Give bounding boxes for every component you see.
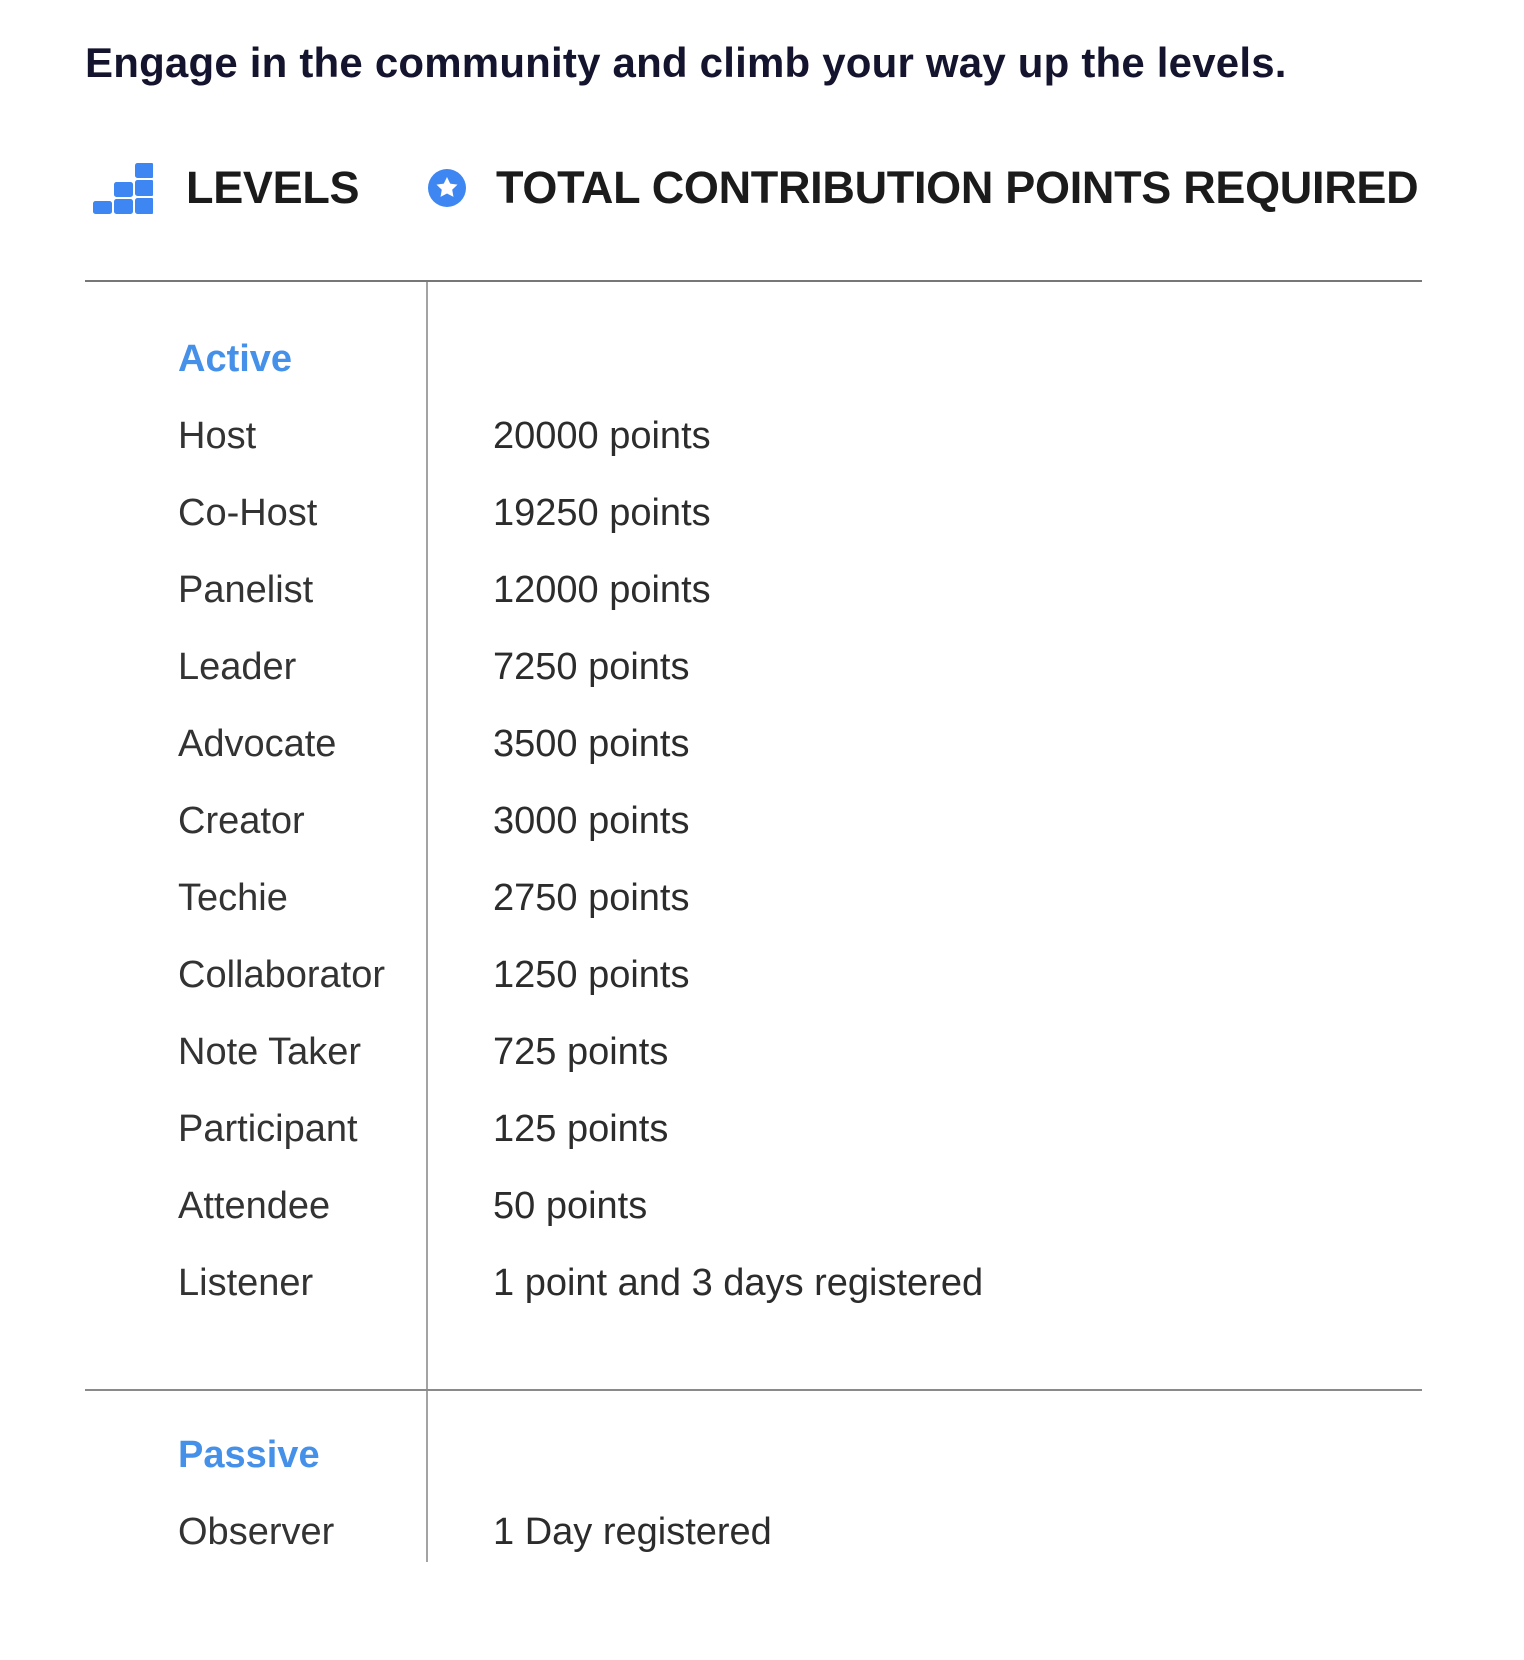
level-name: Advocate	[178, 722, 337, 765]
bar-chart-icon	[93, 161, 153, 215]
table-row	[85, 1168, 1422, 1245]
star-badge-icon	[428, 169, 466, 207]
page-title: Engage in the community and climb your way up the levels.	[85, 39, 1287, 86]
points-column-label: TOTAL CONTRIBUTION POINTS REQUIRED	[496, 161, 1419, 213]
points-required: 7250 points	[493, 645, 690, 688]
column-divider	[426, 282, 428, 1389]
level-name: Note Taker	[178, 1030, 362, 1073]
level-name: Creator	[178, 799, 305, 842]
level-name: Co-Host	[178, 491, 318, 534]
level-name: Host	[178, 414, 257, 457]
levels-column-header	[85, 161, 426, 215]
level-name: Panelist	[178, 568, 314, 611]
table-row	[85, 1494, 1422, 1571]
points-required: 2750 points	[493, 876, 690, 919]
table-section-active	[85, 280, 1422, 1389]
points-required: 12000 points	[493, 568, 711, 611]
table-row	[85, 1091, 1422, 1168]
level-name: Techie	[178, 876, 288, 919]
table-section-passive	[85, 1389, 1422, 1619]
column-divider	[426, 1391, 428, 1562]
points-required: 125 points	[493, 1107, 669, 1150]
points-required: 20000 points	[493, 414, 711, 457]
levels-table	[85, 280, 1422, 1619]
points-required: 1 point and 3 days registered	[493, 1261, 984, 1304]
category-row	[85, 1417, 1422, 1494]
category-row	[85, 321, 1422, 398]
levels-page	[0, 36, 1524, 1619]
table-row	[85, 860, 1422, 937]
points-required: 1250 points	[493, 953, 690, 996]
level-name: Participant	[178, 1107, 358, 1150]
levels-column-label: LEVELS	[186, 161, 360, 213]
level-name: Attendee	[178, 1184, 331, 1227]
category-label: Active	[178, 337, 293, 380]
points-required: 3500 points	[493, 722, 690, 765]
points-required: 3000 points	[493, 799, 690, 842]
table-row	[85, 1014, 1422, 1091]
table-row	[85, 398, 1422, 475]
points-column-header	[426, 162, 1422, 214]
table-row	[85, 1245, 1422, 1322]
level-name: Collaborator	[178, 953, 385, 996]
points-required: 19250 points	[493, 491, 711, 534]
table-row	[85, 552, 1422, 629]
table-row	[85, 706, 1422, 783]
table-row	[85, 629, 1422, 706]
points-required: 50 points	[493, 1184, 648, 1227]
level-name: Observer	[178, 1510, 335, 1553]
table-row	[85, 937, 1422, 1014]
table-header-row	[85, 156, 1422, 220]
points-required: 1 Day registered	[493, 1510, 772, 1553]
table-row	[85, 783, 1422, 860]
category-label: Passive	[178, 1433, 320, 1476]
points-required: 725 points	[493, 1030, 669, 1073]
level-name: Listener	[178, 1261, 314, 1304]
table-row	[85, 475, 1422, 552]
level-name: Leader	[178, 645, 297, 688]
